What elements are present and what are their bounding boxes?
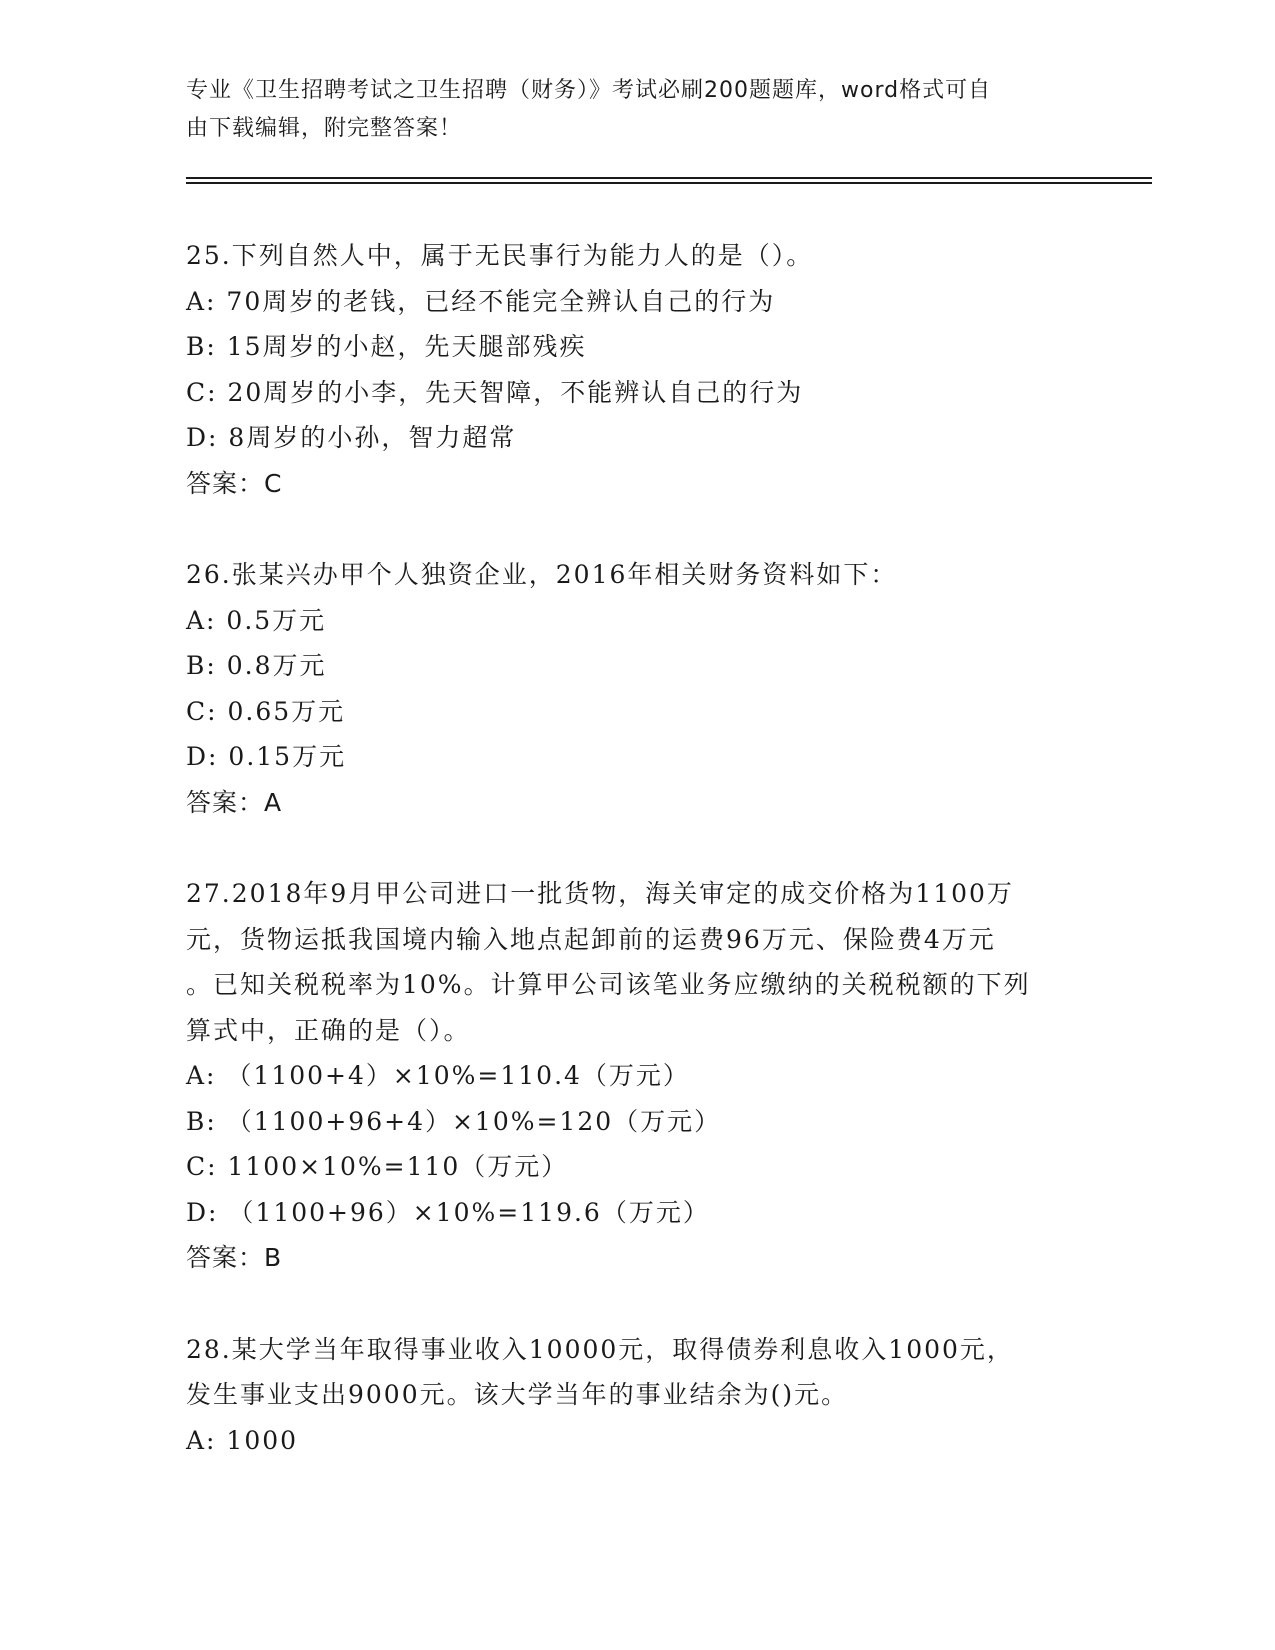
option-c: C: 20周岁的小李，先天智障，不能辨认自己的行为 xyxy=(186,377,804,407)
option-a: A: 0.5万元 xyxy=(186,605,327,635)
question-stem-line-3: 。已知关税税率为10%。计算甲公司该笔业务应缴纳的关税税额的下列 xyxy=(186,970,1031,999)
question-28 xyxy=(186,1327,1086,1464)
question-26 xyxy=(186,552,1086,825)
answer-label: 答案：C xyxy=(186,468,283,498)
option-b: B: （1100+96+4）×10%=120（万元） xyxy=(186,1106,722,1136)
question-stem-line-2: 发生事业支出9000元。该大学当年的事业结余为()元。 xyxy=(186,1380,849,1409)
option-a: A: 1000 xyxy=(186,1425,299,1455)
question-stem-line-1: 27.2018年9月甲公司进口一批货物，海关审定的成交价格为1100万 xyxy=(186,879,1014,908)
option-c: C: 1100×10%=110（万元） xyxy=(186,1152,569,1181)
question-27 xyxy=(186,871,1086,1281)
option-c: C: 0.65万元 xyxy=(186,696,346,726)
header-line-1: 专业《卫生招聘考试之卫生招聘（财务）》考试必刷200题题库，word格式可自 xyxy=(186,78,992,103)
question-stem: 25.下列自然人中，属于无民事行为能力人的是（）。 xyxy=(186,241,814,270)
option-b: B: 0.8万元 xyxy=(186,651,327,680)
option-d: D: 8周岁的小孙，智力超常 xyxy=(186,423,517,452)
question-list xyxy=(186,233,1086,1509)
question-stem-line-4: 算式中，正确的是（）。 xyxy=(186,1015,471,1045)
option-d: D: 0.15万元 xyxy=(186,742,347,771)
header-divider xyxy=(186,177,1152,184)
option-a: A: （1100+4）×10%=110.4（万元） xyxy=(186,1061,690,1090)
header-line-2: 由下载编辑，附完整答案！ xyxy=(186,116,463,141)
answer-label: 答案：B xyxy=(186,1243,283,1272)
answer-label: 答案：A xyxy=(186,787,283,817)
option-d: D: （1100+96）×10%=119.6（万元） xyxy=(186,1197,710,1227)
question-stem-line-2: 元，货物运抵我国境内输入地点起卸前的运费96万元、保险费4万元 xyxy=(186,924,996,954)
question-stem: 26.张某兴办甲个人独资企业，2016年相关财务资料如下： xyxy=(186,560,898,589)
option-b: B: 15周岁的小赵，先天腿部残疾 xyxy=(186,332,587,361)
question-stem-line-1: 28.某大学当年取得事业收入10000元，取得债券利息收入1000元， xyxy=(186,1334,1014,1364)
document-header xyxy=(186,72,1066,148)
question-25 xyxy=(186,233,1086,506)
option-a: A: 70周岁的老钱，已经不能完全辨认自己的行为 xyxy=(186,286,776,316)
